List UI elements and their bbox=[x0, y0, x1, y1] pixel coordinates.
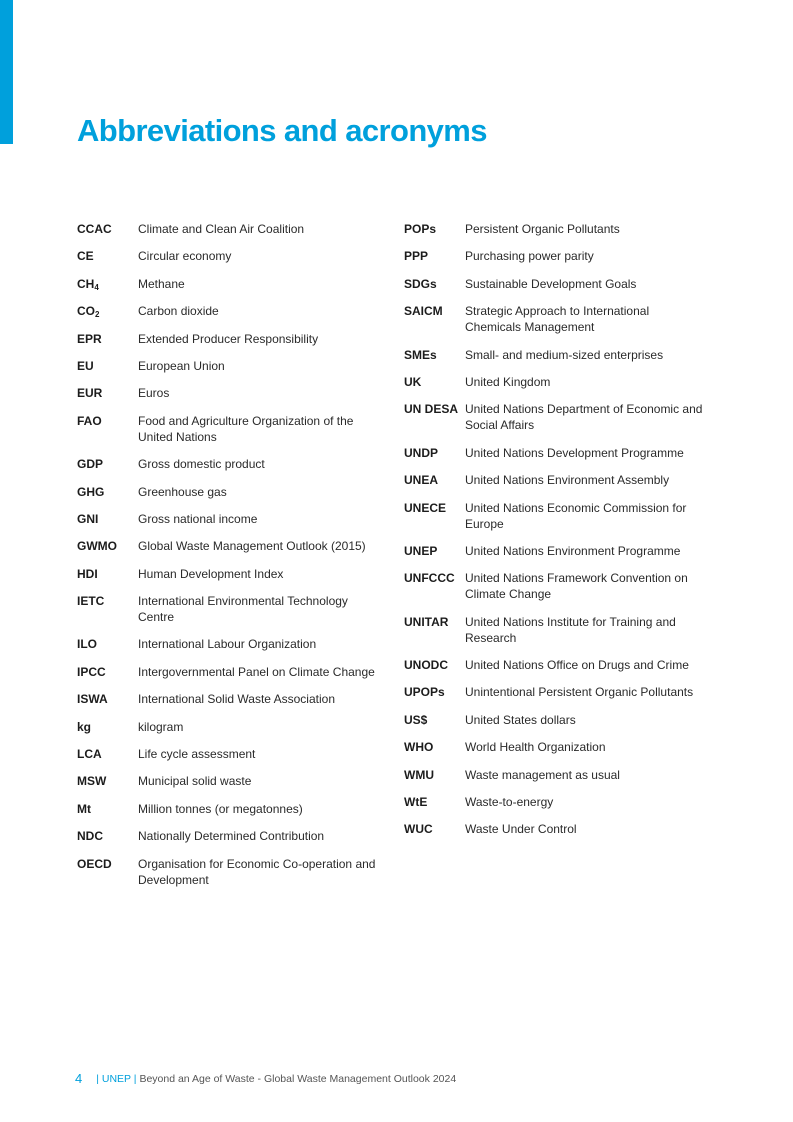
abbreviation-definition: Organisation for Economic Co-operation and Development bbox=[138, 856, 376, 887]
abbreviation-definition: Nationally Determined Contribution bbox=[138, 829, 325, 844]
abbreviation-term bbox=[77, 221, 138, 237]
abbreviation-term-text: SAICM bbox=[404, 304, 443, 319]
abbreviation-definition: United Nations Environment Assembly bbox=[465, 473, 670, 488]
abbreviation-term-text: GWMO bbox=[77, 539, 117, 554]
page-title: Abbreviations and acronyms bbox=[77, 113, 487, 148]
abbreviation-term-text: WtE bbox=[404, 795, 428, 810]
abbreviation-term bbox=[77, 746, 138, 762]
accent-side-bar bbox=[0, 0, 13, 144]
abbreviation-entry bbox=[404, 767, 704, 783]
abbreviation-term-text: UPOPs bbox=[404, 685, 445, 700]
abbreviation-definition: Global Waste Management Outlook (2015) bbox=[138, 539, 366, 554]
abbreviation-definition: Intergovernmental Panel on Climate Change bbox=[138, 664, 375, 679]
abbreviation-entry bbox=[77, 248, 387, 264]
abbreviation-term bbox=[77, 801, 138, 817]
abbreviation-term-text: EPR bbox=[77, 331, 102, 346]
abbreviation-term-text: UNDP bbox=[404, 445, 439, 460]
abbreviation-entry bbox=[77, 385, 387, 401]
abbreviation-term-text: UNODC bbox=[404, 658, 448, 673]
abbreviation-term-text: SMEs bbox=[404, 347, 437, 362]
abbreviation-definition: European Union bbox=[138, 358, 225, 373]
abbreviation-term-text: EUR bbox=[77, 386, 103, 401]
abbreviation-term bbox=[77, 248, 138, 264]
abbreviation-entry bbox=[404, 794, 704, 810]
abbreviation-entry bbox=[404, 472, 704, 488]
abbreviation-term bbox=[77, 331, 138, 347]
abbreviation-entry bbox=[404, 500, 704, 532]
abbreviation-definition: Gross national income bbox=[138, 511, 258, 526]
abbreviation-term bbox=[404, 739, 465, 755]
abbreviation-entry bbox=[77, 358, 387, 374]
abbreviation-term bbox=[404, 767, 465, 783]
abbreviation-entry bbox=[77, 856, 387, 888]
abbreviation-term bbox=[404, 303, 465, 319]
abbreviation-entry bbox=[404, 374, 704, 390]
abbreviation-entry bbox=[404, 684, 704, 700]
abbreviation-term-text: CH bbox=[77, 276, 95, 291]
abbreviation-definition: Circular economy bbox=[138, 249, 232, 264]
abbreviation-term-text: GNI bbox=[77, 511, 99, 526]
abbreviation-term bbox=[404, 794, 465, 810]
abbreviation-term-text: UNEA bbox=[404, 473, 439, 488]
abbreviation-term bbox=[77, 484, 138, 500]
abbreviation-definition: World Health Organization bbox=[465, 740, 606, 755]
abbreviation-term bbox=[404, 712, 465, 728]
abbreviation-term bbox=[77, 691, 138, 707]
abbreviation-term-text: Mt bbox=[77, 801, 91, 816]
abbreviation-definition: Waste management as usual bbox=[465, 767, 620, 782]
abbreviation-term-text: OECD bbox=[77, 856, 112, 871]
abbreviation-term bbox=[404, 221, 465, 237]
abbreviation-definition: Human Development Index bbox=[138, 566, 284, 581]
abbreviation-term-text: HDI bbox=[77, 566, 98, 581]
abbreviation-definition: Waste-to-energy bbox=[465, 795, 554, 810]
abbreviation-definition: United States dollars bbox=[465, 712, 576, 727]
abbreviation-definition: Greenhouse gas bbox=[138, 484, 227, 499]
abbreviation-definition: United Nations Framework Convention on Climate Change bbox=[465, 571, 688, 602]
abbreviation-definition: Unintentional Persistent Organic Pollutants bbox=[465, 685, 694, 700]
abbreviation-term-text: MSW bbox=[77, 774, 107, 789]
abbreviation-entry bbox=[404, 401, 704, 433]
abbreviation-definition: Methane bbox=[138, 276, 185, 291]
abbreviation-entry bbox=[77, 413, 387, 445]
abbreviation-definition: Small- and medium-sized enterprises bbox=[465, 347, 664, 362]
abbreviation-term-text: SDGs bbox=[404, 276, 437, 291]
abbreviation-entry bbox=[404, 221, 704, 237]
abbreviation-entry bbox=[77, 331, 387, 347]
footer-org: | UNEP | bbox=[96, 1073, 137, 1085]
abbreviation-subscript: 4 bbox=[94, 282, 99, 292]
abbreviation-entry bbox=[77, 664, 387, 680]
abbreviation-term bbox=[404, 401, 465, 417]
abbreviation-term-text: UNEP bbox=[404, 543, 438, 558]
abbreviation-term bbox=[404, 657, 465, 673]
abbreviation-entry bbox=[77, 456, 387, 472]
abbreviations-right-column bbox=[404, 221, 704, 849]
page-footer bbox=[75, 1071, 456, 1086]
abbreviation-entry bbox=[404, 248, 704, 264]
abbreviation-term bbox=[404, 500, 465, 516]
abbreviation-entry bbox=[77, 538, 387, 554]
abbreviation-term bbox=[404, 684, 465, 700]
abbreviation-term-text: UN DESA bbox=[404, 402, 459, 417]
abbreviation-subscript: 2 bbox=[95, 310, 100, 320]
abbreviation-entry bbox=[77, 566, 387, 582]
abbreviation-definition: United Nations Economic Commission for Europe bbox=[465, 500, 687, 531]
abbreviation-entry bbox=[404, 657, 704, 673]
abbreviation-term bbox=[77, 303, 138, 319]
abbreviation-term bbox=[77, 664, 138, 680]
page-number: 4 bbox=[75, 1071, 83, 1086]
abbreviation-entry bbox=[77, 636, 387, 652]
abbreviation-definition: Climate and Clean Air Coalition bbox=[138, 222, 305, 236]
abbreviation-definition: Municipal solid waste bbox=[138, 774, 252, 789]
abbreviation-term bbox=[77, 511, 138, 527]
abbreviation-definition: United Nations Development Programme bbox=[465, 445, 684, 460]
abbreviation-definition: kilogram bbox=[138, 719, 184, 734]
abbreviation-definition: International Environmental Technology Centre bbox=[138, 594, 348, 625]
abbreviation-term bbox=[77, 719, 138, 735]
abbreviation-term-text: WHO bbox=[404, 740, 434, 755]
abbreviation-definition: International Solid Waste Association bbox=[138, 692, 335, 707]
abbreviation-term bbox=[77, 276, 138, 292]
abbreviation-term bbox=[404, 821, 465, 837]
abbreviation-entry bbox=[404, 712, 704, 728]
abbreviation-definition: Carbon dioxide bbox=[138, 304, 219, 319]
abbreviation-definition: International Labour Organization bbox=[138, 637, 317, 652]
abbreviation-definition: Extended Producer Responsibility bbox=[138, 331, 319, 346]
abbreviation-entry bbox=[404, 570, 704, 602]
abbreviation-entry bbox=[77, 828, 387, 844]
abbreviation-term bbox=[404, 248, 465, 264]
abbreviation-term-text: PPP bbox=[404, 249, 429, 264]
abbreviation-term-text: CO bbox=[77, 304, 95, 319]
abbreviation-term bbox=[404, 374, 465, 390]
abbreviation-term bbox=[77, 538, 138, 554]
abbreviation-definition: Strategic Approach to International Chemicals Management bbox=[465, 304, 650, 335]
abbreviation-entry bbox=[77, 484, 387, 500]
abbreviation-definition: Persistent Organic Pollutants bbox=[465, 222, 620, 236]
abbreviation-term-text: UNFCCC bbox=[404, 571, 455, 586]
abbreviation-term-text: CE bbox=[77, 249, 94, 264]
abbreviation-term bbox=[404, 570, 465, 586]
abbreviation-term-text: WMU bbox=[404, 767, 434, 782]
abbreviation-term bbox=[77, 593, 138, 609]
abbreviation-term bbox=[404, 445, 465, 461]
abbreviation-definition: United Nations Institute for Training and Research bbox=[465, 614, 676, 645]
abbreviation-term-text: LCA bbox=[77, 747, 102, 762]
abbreviation-entry bbox=[404, 821, 704, 837]
abbreviation-entry bbox=[77, 691, 387, 707]
abbreviation-term bbox=[77, 636, 138, 652]
abbreviation-term-text: GHG bbox=[77, 484, 105, 499]
abbreviation-definition: United Nations Office on Drugs and Crime bbox=[465, 658, 689, 673]
abbreviation-definition: Gross domestic product bbox=[138, 457, 265, 472]
abbreviation-entry bbox=[404, 543, 704, 559]
abbreviation-term bbox=[404, 543, 465, 559]
abbreviation-term-text: IETC bbox=[77, 594, 105, 609]
abbreviation-term bbox=[404, 472, 465, 488]
abbreviation-entry bbox=[77, 593, 387, 625]
abbreviation-term-text: WUC bbox=[404, 822, 433, 837]
abbreviation-term bbox=[77, 456, 138, 472]
abbreviation-definition: United Nations Department of Economic and Social Affairs bbox=[465, 402, 703, 433]
footer-publication: Beyond an Age of Waste - Global Waste Management Outlook 2024 bbox=[139, 1073, 457, 1085]
abbreviation-term-text: kg bbox=[77, 719, 92, 734]
abbreviation-entry bbox=[404, 303, 704, 335]
abbreviation-entry bbox=[404, 445, 704, 461]
abbreviation-term-text: ISWA bbox=[77, 692, 108, 707]
abbreviation-entry bbox=[404, 614, 704, 646]
abbreviation-entry bbox=[77, 511, 387, 527]
abbreviation-definition: Sustainable Development Goals bbox=[465, 276, 637, 291]
abbreviation-entry bbox=[404, 276, 704, 292]
abbreviation-term-text: POPs bbox=[404, 222, 437, 236]
abbreviation-term-text: EU bbox=[77, 358, 94, 373]
abbreviation-definition: Waste Under Control bbox=[465, 822, 577, 837]
abbreviation-definition: Euros bbox=[138, 386, 170, 401]
abbreviation-entry bbox=[77, 719, 387, 735]
abbreviation-entry bbox=[77, 801, 387, 817]
abbreviation-term bbox=[77, 828, 138, 844]
abbreviation-term-text: IPCC bbox=[77, 664, 106, 679]
abbreviation-term bbox=[77, 358, 138, 374]
abbreviation-definition: Food and Agriculture Organization of the United Nations bbox=[138, 413, 354, 444]
abbreviation-entry bbox=[77, 773, 387, 789]
abbreviation-term bbox=[77, 413, 138, 429]
abbreviation-entry bbox=[404, 739, 704, 755]
abbreviation-definition: Purchasing power parity bbox=[465, 249, 594, 264]
abbreviations-left-column bbox=[77, 221, 387, 899]
abbreviation-entry bbox=[77, 221, 387, 237]
abbreviation-term-text: ILO bbox=[77, 637, 97, 652]
abbreviation-definition: Life cycle assessment bbox=[138, 747, 256, 762]
abbreviation-definition: United Kingdom bbox=[465, 374, 551, 389]
abbreviation-term bbox=[404, 614, 465, 630]
abbreviation-term-text: CCAC bbox=[77, 222, 112, 236]
abbreviation-term bbox=[77, 773, 138, 789]
abbreviation-term-text: GDP bbox=[77, 457, 104, 472]
abbreviation-term-text: FAO bbox=[77, 413, 102, 428]
abbreviation-definition: Million tonnes (or megatonnes) bbox=[138, 801, 303, 816]
abbreviation-entry bbox=[404, 347, 704, 363]
abbreviation-term-text: UNECE bbox=[404, 500, 447, 515]
abbreviation-term bbox=[404, 276, 465, 292]
abbreviation-term bbox=[404, 347, 465, 363]
abbreviation-definition: United Nations Environment Programme bbox=[465, 543, 681, 558]
abbreviation-term-text: NDC bbox=[77, 829, 103, 844]
abbreviation-term-text: UNITAR bbox=[404, 614, 449, 629]
abbreviation-term-text: US$ bbox=[404, 712, 428, 727]
abbreviation-term bbox=[77, 856, 138, 872]
abbreviation-entry bbox=[77, 276, 387, 292]
abbreviation-term bbox=[77, 385, 138, 401]
abbreviation-term-text: UK bbox=[404, 374, 422, 389]
abbreviation-entry bbox=[77, 746, 387, 762]
abbreviation-entry bbox=[77, 303, 387, 319]
abbreviation-term bbox=[77, 566, 138, 582]
